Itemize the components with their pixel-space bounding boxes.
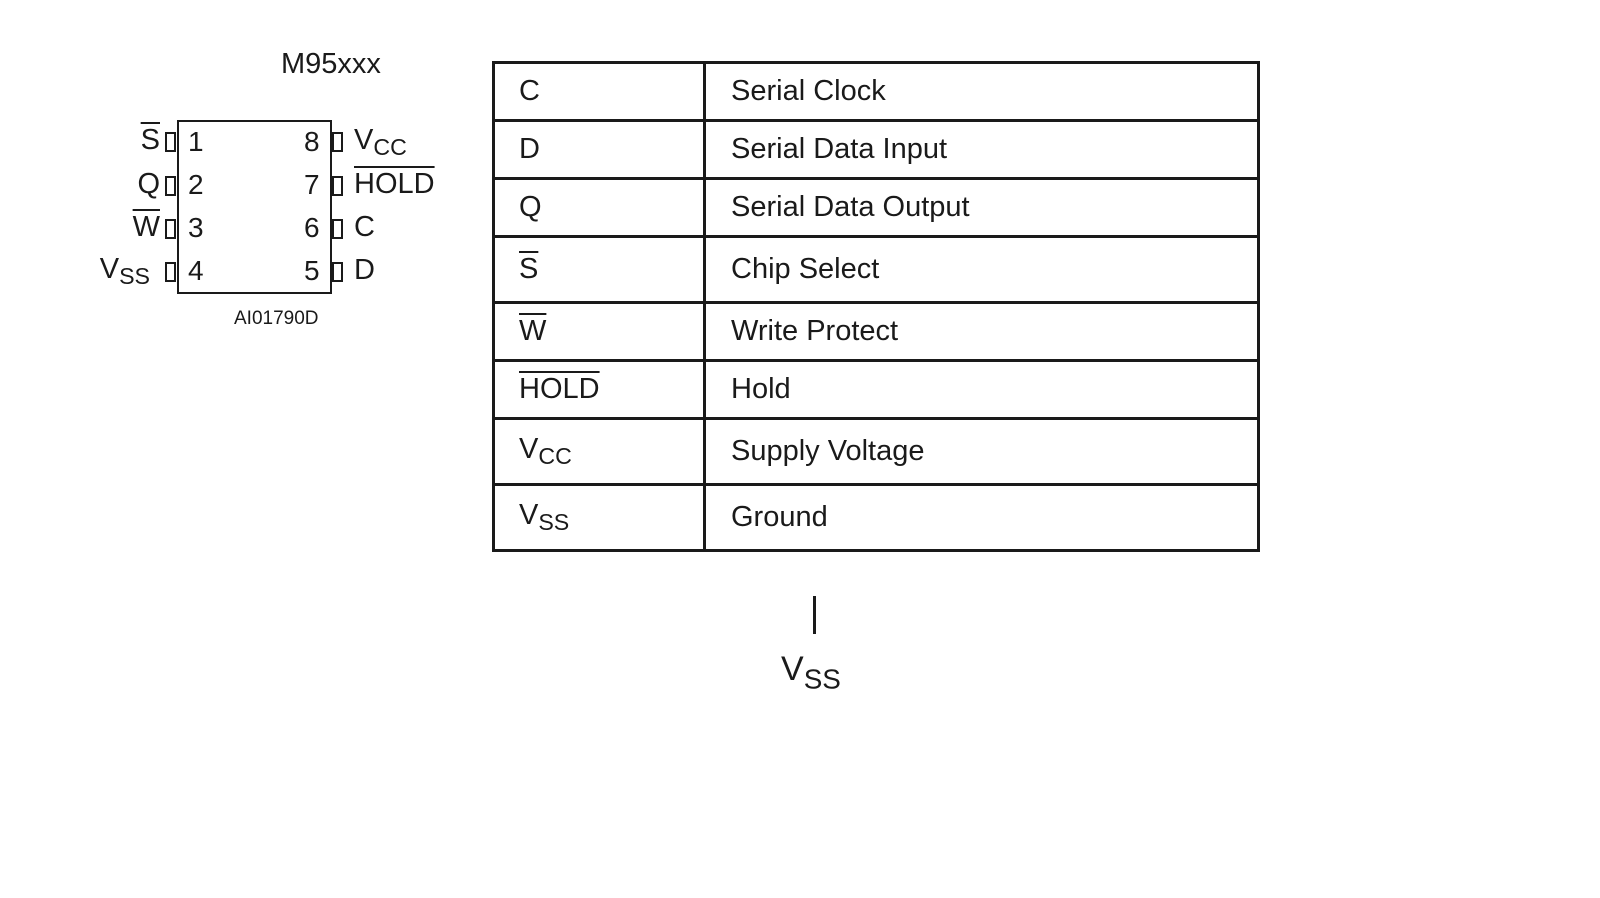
signal-function-cell: Ground	[705, 485, 1259, 551]
signal-function-cell: Write Protect	[705, 303, 1259, 361]
pin-number-8: 8	[304, 126, 320, 157]
pin-number-7: 7	[304, 169, 320, 200]
signal-name-cell: $V_{CC}$	[494, 419, 705, 485]
pin-stub-7	[332, 176, 343, 196]
signal-function-cell: Hold	[705, 361, 1259, 419]
pin-number-5: 5	[304, 255, 320, 286]
ground-label: $V_{SS}$	[781, 650, 841, 695]
signal-name-cell: $\overline{W}$	[494, 303, 705, 361]
pin-name-7: HOLD	[354, 168, 435, 200]
pin-stub-1	[165, 132, 176, 152]
pin-name-8: $V_{CC}$	[354, 124, 407, 160]
signal-name-cell: $\overline{S}$	[494, 237, 705, 303]
signal-name-cell: HOLD	[494, 361, 705, 419]
signal-function-cell: Chip Select	[705, 237, 1259, 303]
ground-lead-line	[813, 596, 816, 634]
pin-name-3: $\overline{W}$	[132, 211, 160, 243]
pin-number-1: 1	[188, 126, 204, 157]
pin-name-2: Q	[137, 168, 160, 200]
pin-stub-3	[165, 219, 176, 239]
table-row	[494, 361, 1259, 419]
pin-number-2: 2	[188, 169, 204, 200]
pin-stub-5	[332, 262, 343, 282]
pin-name-5: D	[354, 254, 375, 286]
pin-name-1: $\overline{S}$	[140, 124, 160, 156]
signal-function-cell: Serial Data Output	[705, 179, 1259, 237]
signal-name-cell: Q	[494, 179, 705, 237]
pin-number-3: 3	[188, 212, 204, 243]
table-row	[494, 303, 1259, 361]
table-row	[494, 485, 1259, 551]
signal-function-cell: Serial Clock	[705, 63, 1259, 121]
pin-name-6: C	[354, 211, 375, 243]
table-row	[494, 121, 1259, 179]
table-row	[494, 237, 1259, 303]
pin-number-6: 6	[304, 212, 320, 243]
signal-function-cell: Supply Voltage	[705, 419, 1259, 485]
signal-name-cell: C	[494, 63, 705, 121]
signal-function-cell: Serial Data Input	[705, 121, 1259, 179]
pin-stub-2	[165, 176, 176, 196]
table-row	[494, 179, 1259, 237]
signal-name-cell: D	[494, 121, 705, 179]
table-row	[494, 63, 1259, 121]
pin-stub-4	[165, 262, 176, 282]
chip-title: M95xxx	[281, 48, 381, 80]
pin-stub-6	[332, 219, 343, 239]
pin-stub-8	[332, 132, 343, 152]
table-row	[494, 419, 1259, 485]
chip-pinout-diagram	[80, 40, 460, 350]
chip-figure-code: AI01790D	[234, 308, 319, 329]
signal-names-table	[492, 61, 1260, 552]
pin-name-4: $V_{SS}$	[99, 253, 150, 289]
pin-number-4: 4	[188, 255, 204, 286]
signal-name-cell: $V_{SS}$	[494, 485, 705, 551]
